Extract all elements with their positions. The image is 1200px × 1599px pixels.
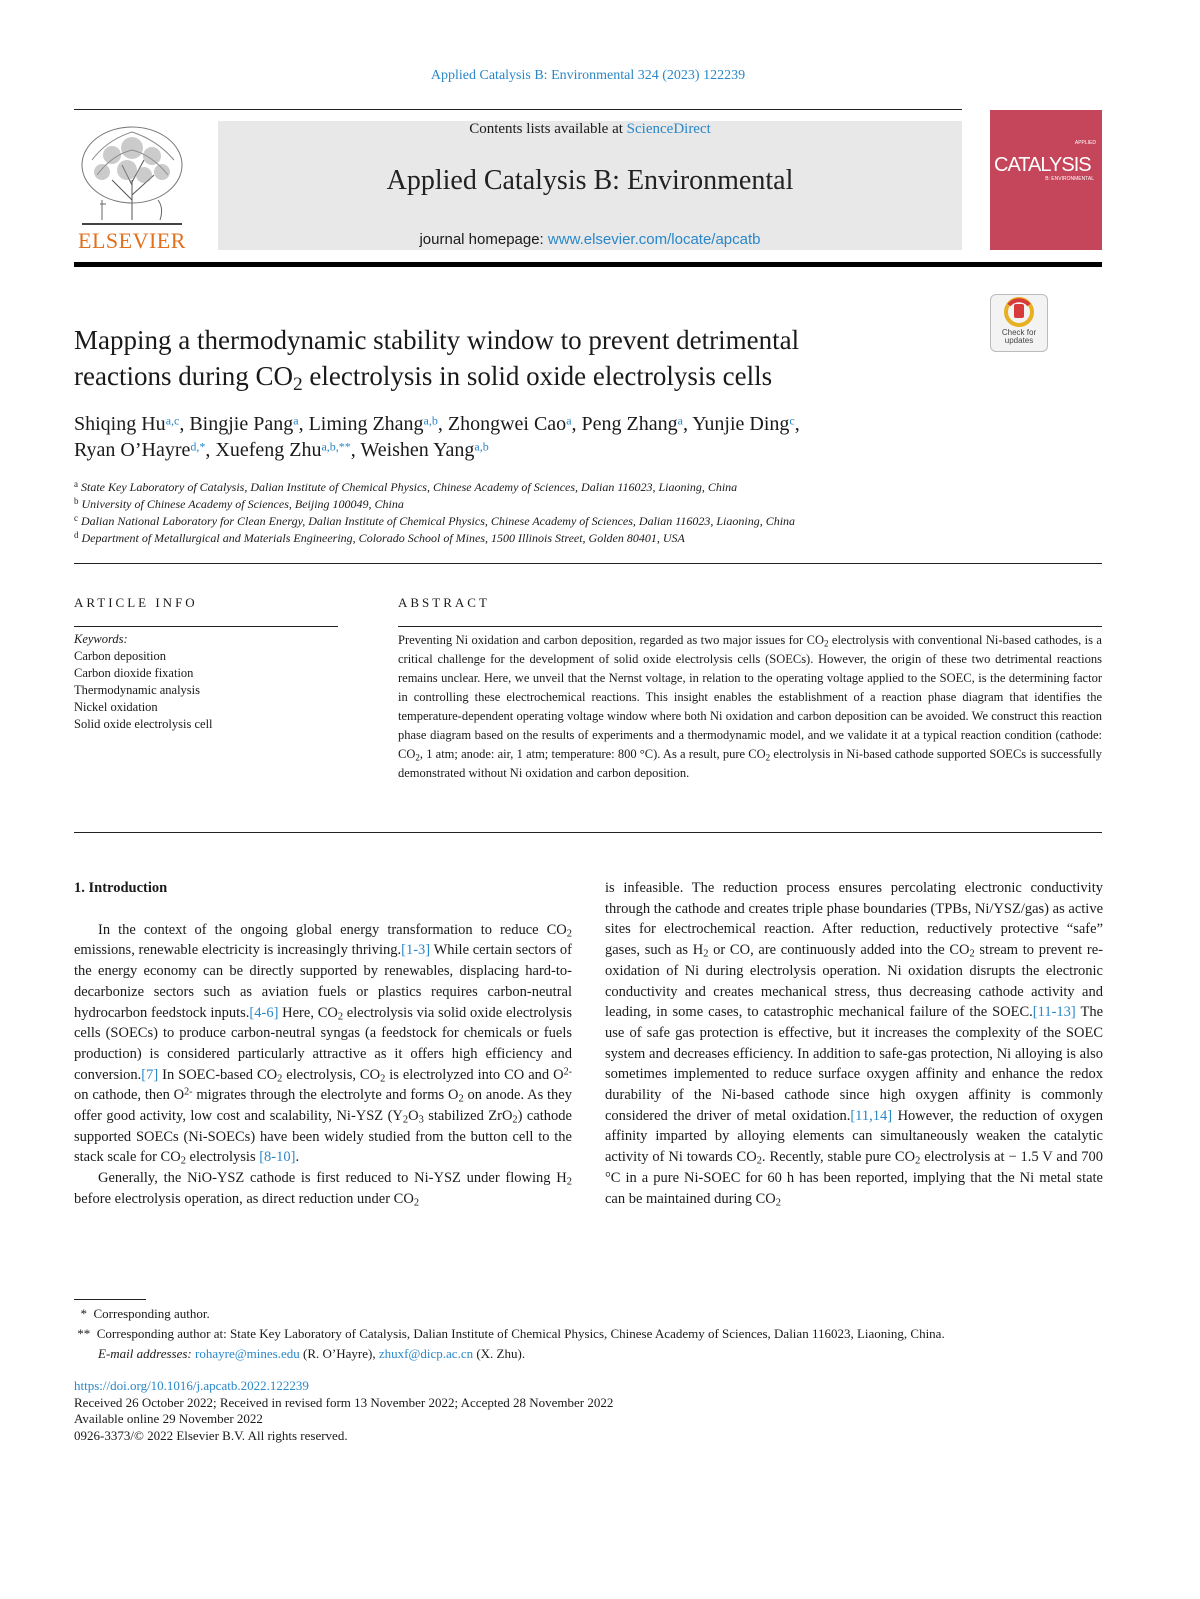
citation-link[interactable]: [4-6]: [249, 1004, 279, 1021]
author-name: Xuefeng Zhu: [215, 439, 322, 461]
affiliation-item: [74, 530, 1104, 547]
affiliation-item: [74, 513, 1104, 530]
author-separator: ,: [350, 439, 361, 461]
section-heading-introduction: 1. Introduction: [74, 880, 168, 896]
abstract-part: electrolysis with conventional Ni-based cathodes, is a critical challenge for the development of solid oxide electrolysis cells (SOECs). However, the origin of these two detrimental reactions remains unclear. Here, we unveil that the Nernst voltage, in relation to the operating voltage applied to the SOEC, is the determining factor in controlling these electrochemical reactions. This insight enables the establishment of a reaction phase diagram that identifies the temperature-dependent operating voltage window where both Ni oxidation and carbon deposition can be avoided. We construct this reaction phase diagram based on the results of experiments and a thermodynamic model, and we validate it at a typical reaction condition (cathode: CO: [398, 633, 1102, 761]
footnote-mark: **: [77, 1326, 91, 1341]
superscript: 2-: [184, 1086, 193, 1098]
citation-link[interactable]: [1-3]: [401, 942, 431, 959]
intro-paragraph-2: [74, 1168, 572, 1209]
text-run: or CO, are continuously added into the CO: [708, 942, 970, 959]
copyright: 0926-3373/© 2022 Elsevier B.V. All rights reserved.: [74, 1427, 348, 1443]
affiliation-text: Dalian National Laboratory for Clean Energy, Dalian Institute of Chemical Physics, Chinese Academy of Sciences, Dalian 116023, Liaoning, China: [81, 514, 796, 528]
text-run: While certain sectors of the energy economy can be directly supported by renewables, displacing hard-to-decarbonize sectors such as aviation fuels or plastics requires carbon-neutral hydrocarbon feedstock inputs.: [74, 942, 572, 1021]
author[interactable]: [692, 413, 795, 435]
keywords-block: [74, 631, 344, 733]
subscript: 2: [775, 1197, 781, 1209]
subscript: 2: [512, 1114, 518, 1126]
email-link[interactable]: rohayre@mines.edu: [195, 1346, 300, 1361]
citation-link[interactable]: [11,14]: [850, 1107, 893, 1124]
abstract-text: [398, 631, 1102, 783]
footnote-corresponding-at: [74, 1324, 1104, 1344]
author-separator: ,: [179, 413, 190, 435]
subscript: 2: [566, 1176, 572, 1188]
keyword-item: Carbon dioxide fixation: [74, 666, 194, 680]
affiliations-rule: [74, 563, 1102, 564]
affiliation-mark: b: [74, 495, 79, 506]
keyword-item: Solid oxide electrolysis cell: [74, 717, 213, 731]
cover-title: CATALYSIS: [994, 154, 1091, 176]
title-line-2-a: reactions during CO: [74, 361, 293, 391]
masthead-thick-rule: [74, 262, 1102, 267]
subscript: 2: [337, 1011, 344, 1023]
author-separator: ,: [205, 439, 216, 461]
citation-link[interactable]: [8-10]: [259, 1149, 296, 1166]
text-run: Here, CO: [278, 1004, 338, 1021]
text-run: electrolysis, CO: [282, 1066, 381, 1083]
subscript: 2: [915, 1155, 921, 1167]
subscript: 2: [969, 948, 975, 960]
affiliation-mark: c: [74, 512, 78, 523]
contents-line: [218, 121, 962, 138]
author-separator: ,: [682, 413, 693, 435]
author-separator: ,: [298, 413, 309, 435]
author-affiliation-mark[interactable]: c: [789, 413, 795, 428]
keywords-label: Keywords:: [74, 632, 128, 646]
check-label-1: Check for: [1001, 328, 1037, 337]
article-info-heading: ARTICLE INFO: [74, 595, 198, 610]
author-name: Liming Zhang: [308, 413, 424, 435]
abstract-bottom-rule: [74, 832, 1102, 833]
text-run: In SOEC-based CO: [158, 1066, 278, 1083]
email-owner: (R. O’Hayre),: [299, 1346, 379, 1361]
text-run: Generally, the NiO-YSZ cathode is first reduced to Ni-YSZ under flowing H: [98, 1170, 567, 1187]
author-affiliation-mark[interactable]: a,c: [165, 413, 180, 428]
cover-subtitle: B: ENVIRONMENTAL: [1045, 176, 1094, 182]
homepage-prefix: journal homepage:: [419, 231, 548, 248]
journal-reference[interactable]: Applied Catalysis B: Environmental 324 (2023) 122239: [430, 68, 746, 83]
title-line-1: Mapping a thermodynamic stability window to prevent detrimental: [74, 325, 800, 355]
text-run: . Recently, stable pure CO: [761, 1149, 916, 1166]
author[interactable]: [582, 413, 683, 435]
article-info-rule: [74, 626, 338, 627]
citation-link[interactable]: [11-13]: [1032, 1004, 1076, 1021]
author-separator: ,: [437, 413, 448, 435]
text-run: In the context of the ongoing global energy transformation to reduce CO: [98, 921, 567, 938]
text-run: O: [408, 1108, 419, 1125]
footnote-text: Corresponding author.: [93, 1306, 210, 1321]
text-run: is infeasible. The reduction process ensures percolating electronic conductivity through the cathode and creates triple phase boundaries (TPBs, Ni/YSZ/gas) as active sites for electrochemical reaction. After reduction, reductively protective “safe” gases, such as H: [605, 880, 1103, 959]
check-for-updates-label: [991, 329, 1047, 345]
author[interactable]: [215, 439, 350, 461]
text-run: migrates through the electrolyte and forms O: [192, 1087, 459, 1104]
text-run: electrolysis via solid oxide electrolysis cells (SOECs) to produce carbon-neutral syngas (a feedstock for chemicals or fuels production) is considered particularly attractive as it offers high efficiency and conversion.: [74, 1004, 572, 1083]
footnotes: [74, 1304, 1104, 1364]
footnote-text: Corresponding author at: State Key Laboratory of Catalysis, Dalian Institute of Chemical Physics, Chinese Academy of Sciences, Dalian 116023, Liaoning, China.: [96, 1326, 945, 1341]
text-run: ) cathode supported SOECs (Ni-SOECs) have been widely studied from the button cell to the stack scale for CO: [74, 1108, 572, 1166]
author-affiliation-mark[interactable]: a: [293, 413, 299, 428]
affiliation-text: State Key Laboratory of Catalysis, Dalian Institute of Chemical Physics, Chinese Academy of Sciences, Dalian 116023, Liaoning, China: [81, 480, 738, 494]
superscript: 2-: [563, 1066, 572, 1078]
keyword-item: Carbon deposition: [74, 649, 167, 663]
affiliation-text: University of Chinese Academy of Sciences, Beijing 100049, China: [81, 497, 404, 511]
text-run: .: [295, 1149, 300, 1166]
text-run: electrolysis: [185, 1149, 260, 1166]
title-line-2-b: electrolysis in solid oxide electrolysis cells: [302, 361, 773, 391]
journal-homepage: [218, 231, 962, 248]
citation-link[interactable]: [7]: [141, 1066, 159, 1083]
intro-paragraph-2-continued: [605, 878, 1103, 1209]
author-list: [74, 411, 1104, 463]
text-run: is electrolyzed into CO and O: [385, 1066, 564, 1083]
subscript: 2: [703, 948, 709, 960]
affiliation-item: [74, 479, 1104, 496]
text-run: The use of safe gas protection is effective, but it increases the complexity of the SOEC system and decreases efficiency. In addition to safe-gas protection, Ni alloying is also sometimes implemented to reduce surface oxygen affinity and enhance the redox durability of the Ni-based cathode since high oxygen affinity is commonly considered the driver of metal oxidation.: [605, 1004, 1104, 1124]
body-column-right: [605, 878, 1103, 1209]
cover-top-label: APPLIED: [1074, 140, 1096, 146]
affiliation-item: [74, 496, 1104, 513]
subscript: 2: [180, 1156, 186, 1168]
author-name: Shiqing Hu: [74, 413, 166, 435]
footnote-corresponding: [74, 1304, 1104, 1324]
author-name: Bingjie Pang: [189, 413, 294, 435]
sciencedirect-link[interactable]: ScienceDirect: [626, 121, 711, 137]
author-name: Weishen Yang: [360, 439, 475, 461]
footnote-emails: [74, 1344, 1104, 1364]
abstract-part: , 1 atm; anode: air, 1 atm; temperature: 800 °C). As a result, pure CO: [419, 747, 766, 761]
author-separator: ,: [794, 413, 800, 435]
email-label: E-mail addresses:: [98, 1346, 192, 1361]
doi-link[interactable]: https://doi.org/10.1016/j.apcatb.2022.122239: [74, 1378, 309, 1393]
email-link[interactable]: zhuxf@dicp.ac.cn: [378, 1346, 474, 1361]
author[interactable]: [309, 413, 438, 435]
journal-cover[interactable]: [990, 110, 1102, 250]
abstract-heading: ABSTRACT: [398, 595, 490, 610]
check-for-updates-icon: [991, 295, 1047, 329]
check-label-2: updates: [1004, 336, 1034, 345]
author[interactable]: [448, 413, 572, 435]
subscript: 2: [402, 1114, 409, 1126]
subscript: 2: [415, 752, 420, 763]
author[interactable]: [74, 439, 205, 461]
author-affiliation-mark[interactable]: a,b: [474, 439, 489, 454]
affiliation-mark: a: [74, 478, 78, 489]
contents-prefix: Contents lists available at: [469, 121, 627, 137]
check-for-updates-badge[interactable]: [990, 294, 1048, 352]
footnote-mark: *: [80, 1306, 87, 1321]
keyword-item: Thermodynamic analysis: [74, 683, 201, 697]
subscript: 2: [566, 928, 572, 940]
text-run: on anode. As they offer good activity, low cost and scalability, Ni-YSZ (Y: [74, 1087, 572, 1125]
email-owner: (X. Zhu).: [473, 1346, 526, 1361]
text-run: emissions, renewable electricity is increasingly thriving.: [74, 942, 402, 959]
affiliation-mark: d: [74, 529, 79, 540]
keyword-item: Nickel oxidation: [74, 700, 158, 714]
author-affiliation-mark[interactable]: a,b,**: [321, 439, 351, 454]
author-name: Ryan O’Hayre: [74, 439, 191, 461]
journal-title: Applied Catalysis B: Environmental: [386, 165, 794, 196]
journal-banner: [218, 121, 962, 250]
author[interactable]: [360, 439, 488, 461]
abstract-part: electrolysis in Ni-based cathode supported SOECs is successfully demonstrated without Ni oxidation and carbon deposition.: [398, 747, 1102, 780]
elsevier-wordmark: ELSEVIER: [78, 228, 186, 253]
abstract-rule: [398, 626, 1102, 627]
text-run: electrolysis at − 1.5 V and 700 °C in a pure Ni-SOEC for 60 h has been reported, implying that the Ni metal state can be maintained during CO: [605, 1149, 1103, 1207]
author[interactable]: [189, 413, 298, 435]
body-column-left: [74, 878, 572, 1210]
abstract-part: Preventing Ni oxidation and carbon deposition, regarded as two major issues for CO: [398, 633, 824, 647]
text-run: stream to prevent re-oxidation of Ni during electrolysis operation. Ni oxidation disrupts the electronic conductivity and creates mechanical stress, thus decreasing cathode activity and leading, in some cases, to catastrophic mechanical failure of the SOEC.: [605, 942, 1103, 1021]
subscript: 2: [765, 752, 771, 763]
intro-paragraph-1: [74, 920, 572, 1168]
subscript: 3: [418, 1114, 424, 1126]
received-dates: Received 26 October 2022; Received in revised form 13 November 2022; Accepted 28 November 2022: [74, 1394, 614, 1410]
homepage-link[interactable]: www.elsevier.com/locate/apcatb: [547, 231, 761, 248]
author[interactable]: [74, 413, 179, 435]
subscript: 2: [823, 638, 829, 649]
author-affiliation-mark[interactable]: a: [677, 413, 683, 428]
author-affiliation-mark[interactable]: a: [566, 413, 572, 428]
subscript: 2: [458, 1093, 464, 1105]
author-name: Peng Zhang: [581, 413, 678, 435]
subscript: 2: [380, 1073, 386, 1085]
subscript: 2: [277, 1073, 283, 1085]
text-run: stabilized ZrO: [423, 1108, 513, 1125]
affiliations: [74, 479, 1104, 547]
text-run: on cathode, then O: [74, 1087, 185, 1104]
text-run: before electrolysis operation, as direct reduction under CO: [74, 1190, 414, 1207]
text-run: However, the reduction of oxygen affinity imparted by alloying elements can simultaneously weaken the catalytic activity of Ni towards CO: [605, 1107, 1103, 1166]
publication-info: [74, 1378, 1104, 1444]
header-rule: [74, 109, 962, 110]
footnote-rule: [74, 1299, 146, 1300]
author-separator: ,: [571, 413, 582, 435]
title-subscript: 2: [292, 373, 303, 395]
author-name: Zhongwei Cao: [447, 413, 567, 435]
author-name: Yunjie Ding: [692, 413, 790, 435]
author-affiliation-mark[interactable]: d,*: [190, 439, 206, 454]
article-title: [74, 322, 974, 394]
available-online: Available online 29 November 2022: [74, 1411, 263, 1426]
author-affiliation-mark[interactable]: a,b: [423, 413, 438, 428]
subscript: 2: [756, 1155, 762, 1167]
affiliation-text: Department of Metallurgical and Materials Engineering, Colorado School of Mines, 1500 Illinois Street, Golden 80401, USA: [81, 531, 685, 545]
subscript: 2: [413, 1197, 420, 1209]
